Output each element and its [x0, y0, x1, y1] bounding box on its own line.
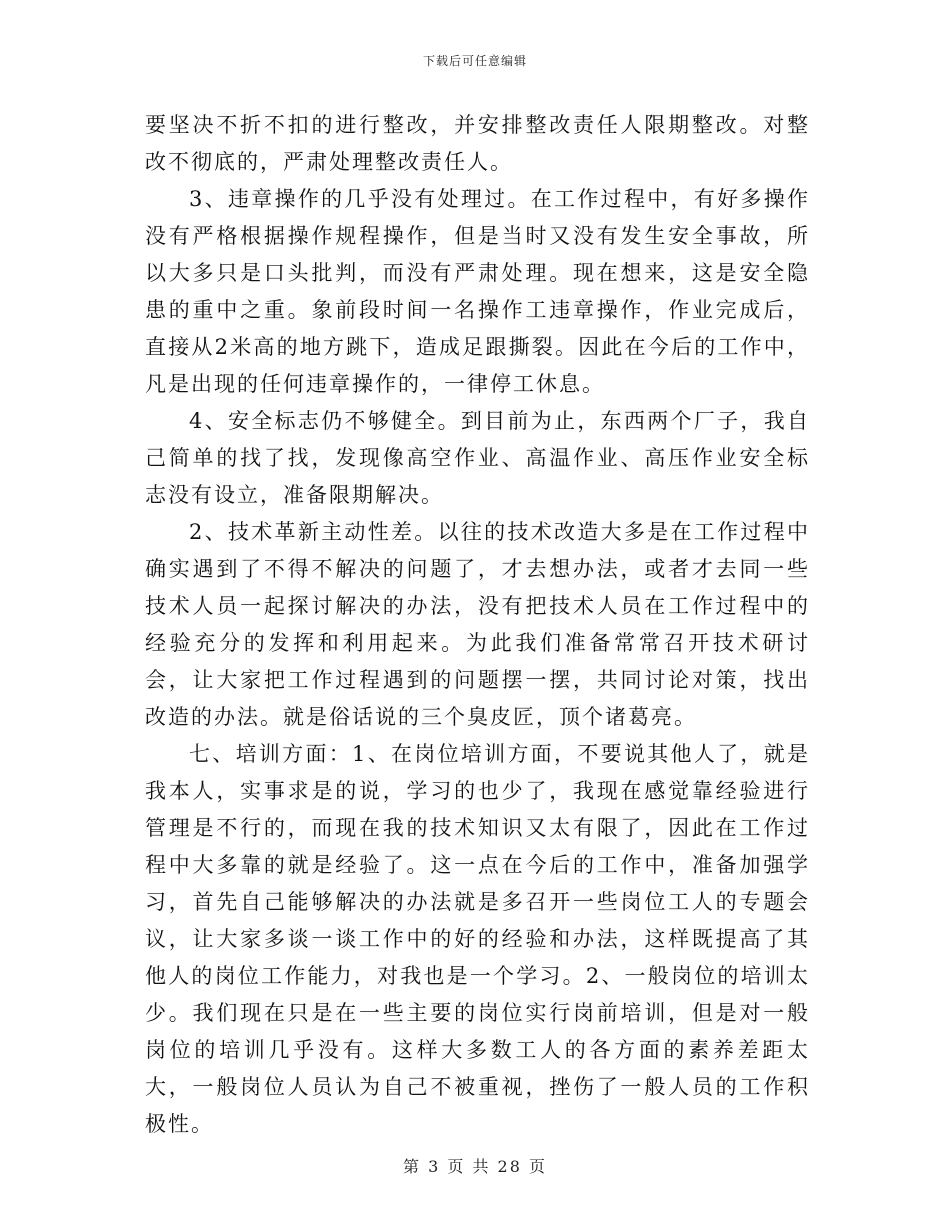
page-header-note: 下载后可任意编辑 — [422, 54, 527, 68]
page-number: 第 3 页 共 28 页 — [403, 1157, 547, 1176]
paragraph-training: 七、培训方面：1、在岗位培训方面，不要说其他人了，就是我本人，实事求是的说，学习的也少了，我现在感觉靠经验进行管理是不行的，而现在我的技术知识又太有限了，因此在工作过程中大多靠的就是经验了。这一点在今后的工作中，准备加强学习，首先自己能够解决的办法就是多召开一些岗位工人的专题会议，让大家多谈一谈工作中的好的经验和办法，这样既提高了其他人的岗位工作能力，对我也是一个学习。2、一般岗位的培训太少。我们现在只是在一些主要的岗位实行岗前培训，但是对一般岗位的培训几乎没有。这样大多数工人的各方面的素养差距太大，一般岗位人员认为自己不被重视，挫伤了一般人员的工作积极性。 — [145, 742, 810, 1136]
paragraph-violation-handling: 3、违章操作的几乎没有处理过。在工作过程中，有好多操作没有严格根据操作规程操作，但是当时又没有发生安全事故，所以大多只是口头批判，而没有严肃处理。现在想来，这是安全隐患的重中之重。象前段时间一名操作工违章操作，作业完成后，直接从2米高的地方跳下，造成足跟撕裂。因此在今后的工作中，凡是出现的任何违章操作的，一律停工休息。 — [145, 187, 810, 396]
paragraph-tech-innovation: 2、技术革新主动性差。以往的技术改造大多是在工作过程中确实遇到了不得不解决的问题了，才去想办法，或者才去同一些技术人员一起探讨解决的办法，没有把技术人员在工作过程中的经验充分的发挥和利用起来。为此我们准备常常召开技术研讨会，让大家把工作过程遇到的问题摆一摆，共同讨论对策，找出改造的办法。就是俗话说的三个臭皮匠，顶个诸葛亮。 — [145, 520, 810, 729]
document-body — [145, 107, 810, 1143]
paragraph-continuation: 要坚决不折不扣的进行整改，并安排整改责任人限期整改。对整改不彻底的，严肃处理整改责任人。 — [145, 113, 810, 174]
paragraph-safety-signs: 4、安全标志仍不够健全。到目前为止，东西两个厂子，我自己简单的找了找，发现像高空作业、高温作业、高压作业安全标志没有设立，准备限期解决。 — [145, 409, 810, 507]
